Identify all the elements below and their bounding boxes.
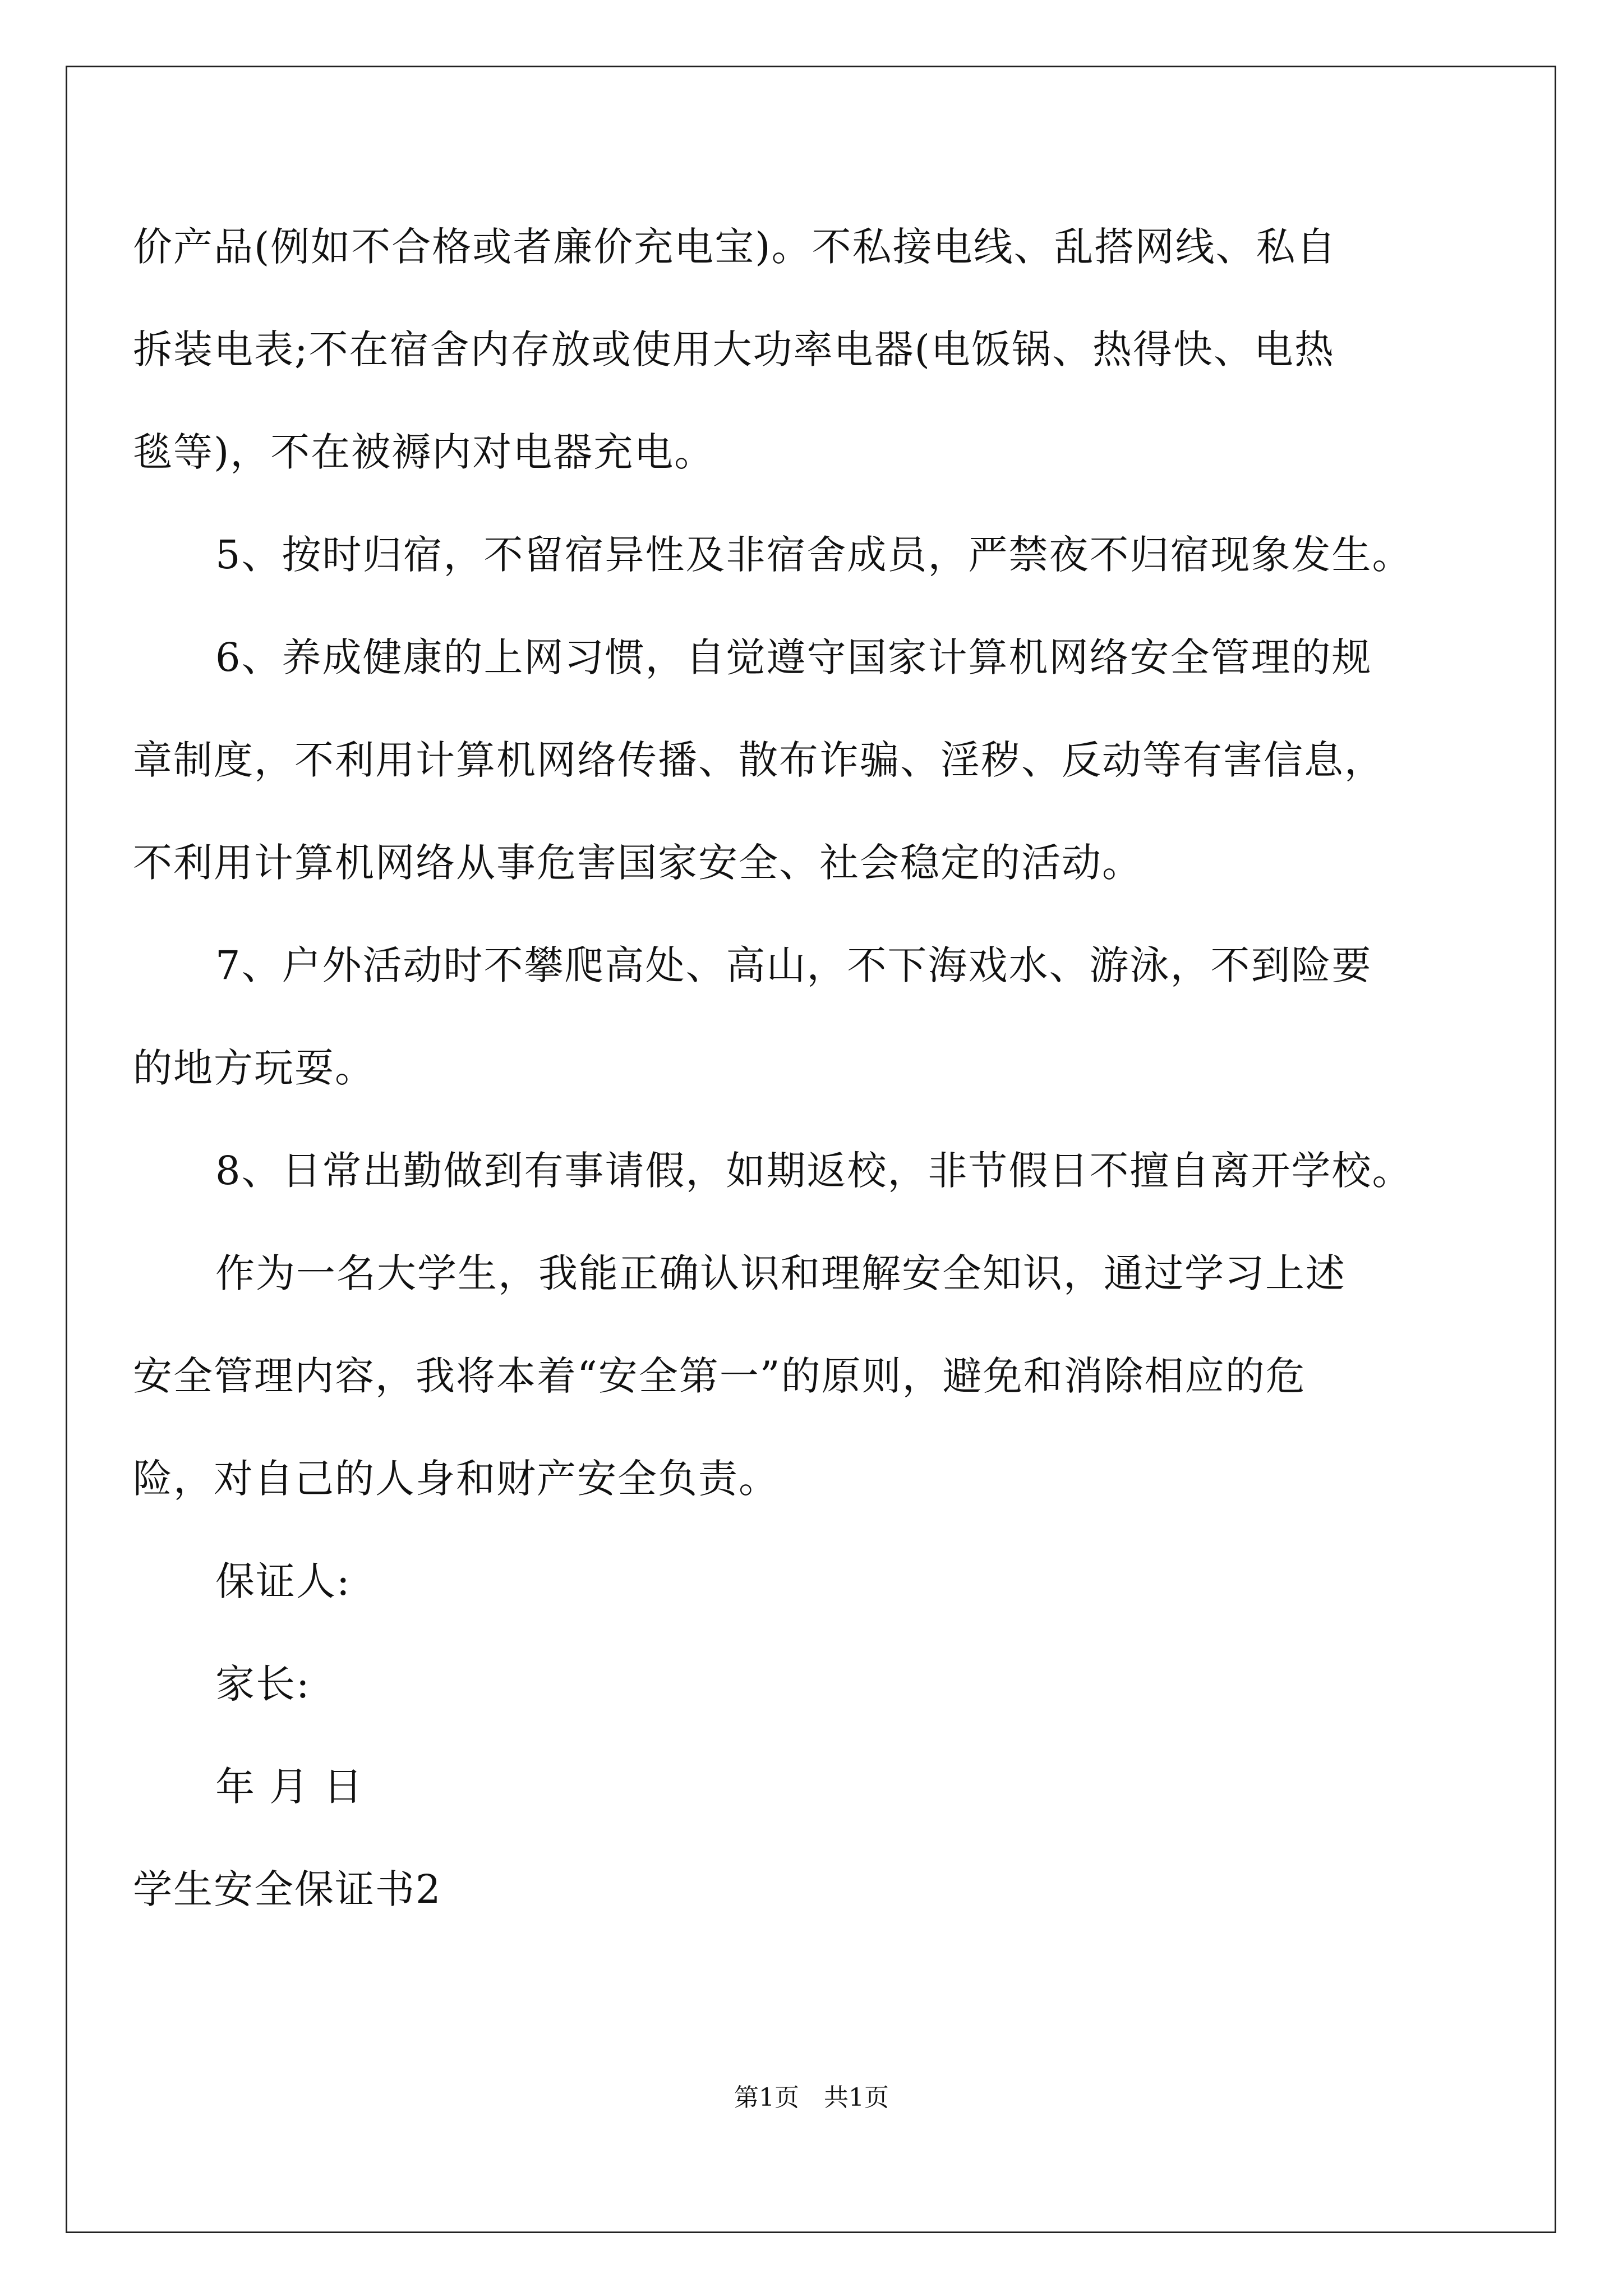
body-line-1: 价产品(例如不合格或者廉价充电宝)。不私接电线、乱搭网线、私自 xyxy=(133,224,1337,270)
body-line-11: 作为一名大学生，我能正确认识和理解安全知识，通过学习上述 xyxy=(215,1250,1346,1296)
page-footer: 第1页 共1页 xyxy=(734,2083,889,2112)
section-title: 学生安全保证书2 xyxy=(133,1866,442,1912)
body-line-4: 5、按时归宿，不留宿异性及非宿舍成员，严禁夜不归宿现象发生。 xyxy=(215,532,1413,578)
body-line-7: 不利用计算机网络从事危害国家安全、社会稳定的活动。 xyxy=(133,840,1142,886)
body-line-5: 6、养成健康的上网习惯，自觉遵守国家计算机网络安全管理的规 xyxy=(215,634,1372,680)
body-line-3: 毯等)，不在被褥内对电器充电。 xyxy=(133,429,715,475)
date-line: 年 月 日 xyxy=(215,1764,364,1810)
body-line-13: 险，对自己的人身和财产安全负责。 xyxy=(133,1456,779,1502)
body-line-9: 的地方玩耍。 xyxy=(133,1045,375,1091)
body-line-2: 拆装电表;不在宿舍内存放或使用大功率电器(电饭锅、热得快、电热 xyxy=(133,326,1335,372)
guarantor-label: 保证人: xyxy=(215,1558,351,1604)
parent-label: 家长: xyxy=(215,1661,311,1707)
body-line-6: 章制度，不利用计算机网络传播、散布诈骗、淫秽、反动等有害信息， xyxy=(133,737,1385,783)
body-line-8: 7、户外活动时不攀爬高处、高山，不下海戏水、游泳，不到险要 xyxy=(215,942,1372,988)
body-line-10: 8、日常出勤做到有事请假，如期返校，非节假日不擅自离开学校。 xyxy=(215,1148,1413,1194)
body-line-12: 安全管理内容，我将本着“安全第一”的原则，避免和消除相应的危 xyxy=(133,1353,1306,1399)
